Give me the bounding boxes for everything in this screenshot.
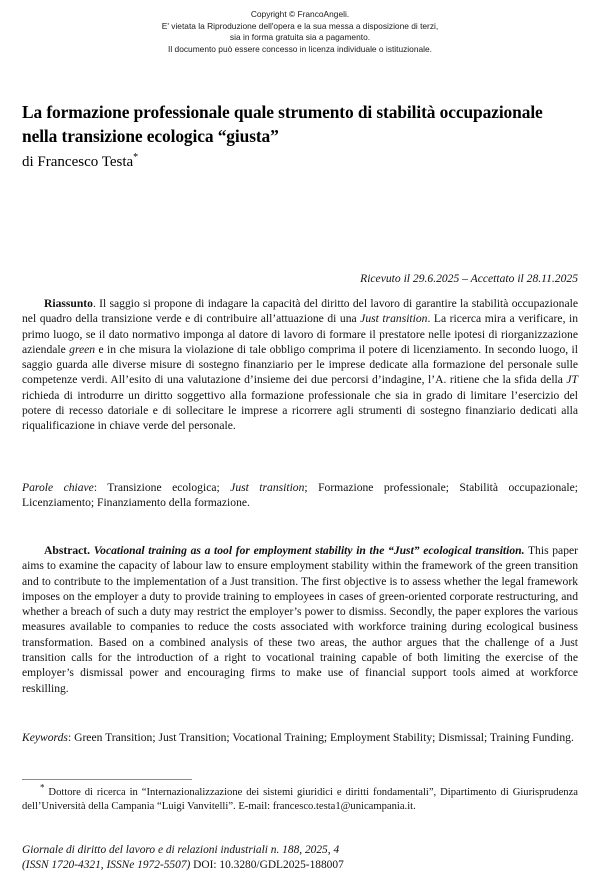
abstract-paragraph: [22, 543, 578, 696]
riassunto-text-1: Il saggio si propone di indagare la capacità del diritto del lavoro di garantire la stabilità occupazionale nel quadro della transizione verde e di contribuire all’attuazione di una: [22, 297, 578, 326]
riassunto-italic-3: JT: [566, 373, 578, 387]
keywords-text: : Green Transition; Just Transition; Vocational Training; Employment Stability; Dismissal; Training Funding.: [67, 731, 574, 744]
abstract-english-title: Vocational training as a tool for employment stability in the “Just” ecological transition.: [90, 544, 525, 557]
parole-chiave-label: Parole chiave: [22, 481, 94, 494]
journal-doi: DOI: 10.3280/GDL2025-188007: [190, 859, 344, 872]
author-footnote-marker: *: [133, 152, 139, 163]
footnote-marker: *: [40, 782, 45, 793]
copyright-notice: [0, 9, 600, 55]
footnote-text: Dottore di ricerca in “Internazionalizzazione dei sistemi giuridici e diritti fondamentali”, Dipartimento di Giurisprudenza dell’Università della Campania “Luigi Vanvitelli”. E-mail: francesco.testa1@unicampania.it.: [22, 787, 578, 813]
article-author: [22, 152, 138, 172]
footnote-separator-rule: [22, 779, 192, 780]
copyright-line-4: Il documento può essere concesso in licenza individuale o istituzionale.: [168, 43, 432, 54]
keywords-label: Keywords: [22, 731, 68, 744]
parole-chiave-text-2: ; Formazione professionale; Stabilità occupazionale; Licenziamento; Finanziamento della formazione.: [22, 481, 579, 510]
author-name: Francesco Testa: [37, 154, 134, 170]
journal-name-line: Giornale di diritto del lavoro e di relazioni industriali n. 188, 2025, 4: [22, 844, 340, 856]
journal-issn: (ISSN 1720-4321, ISSNe 1972-5507): [22, 859, 191, 872]
author-prefix: di: [22, 154, 38, 170]
keywords-line: [22, 730, 578, 745]
riassunto-italic-1: Just transition: [360, 312, 428, 326]
riassunto-text-4: richieda di introdurre un diritto soggettivo alla formazione professionale che sia in grado di limitare l’esercizio del potere di recesso datoriale e di sollecitare le imprese a ricorrere agli strumenti di sostegno finanziario dedicati alla riqualificazione in chiave verde del personale.: [22, 388, 578, 433]
copyright-line-1: Copyright © FrancoAngeli.: [250, 9, 350, 19]
copyright-line-3: sia in forma gratuita sia a pagamento.: [229, 32, 371, 42]
riassunto-label: Riassunto: [44, 297, 93, 310]
riassunto-text-3: e in che misura la violazione di tale obbligo comprima il potere di licenziamento. In secondo luogo, il saggio guarda alle diverse misure di sostegno finanziario per le imprese dedicate alla formazione del personale sulle competenze verdi. All’esito di una valutazione d’insieme dei due percorsi d’indagine, l’A. ritiene che la sfida della: [22, 342, 578, 387]
parole-chiave-text-1: : Transizione ecologica;: [93, 481, 231, 494]
article-title: La formazione professionale quale strumento di stabilità occupazionale nella transizione ecologica “giusta”: [22, 101, 543, 146]
copyright-line-2: E' vietata la Riproduzione dell'opera e la sua messa a disposizione di terzi,: [161, 20, 439, 31]
riassunto-label-suffix: .: [92, 297, 100, 310]
parole-chiave-italic-1: Just transition: [230, 481, 305, 494]
received-accepted-dates: Ricevuto il 29.6.2025 – Accettato il 28.11.2025: [360, 272, 578, 285]
riassunto-italic-2: green: [69, 342, 96, 356]
abstract-body-text: This paper aims to examine the capacity of labour law to ensure employment stability within the framework of the green transition and to contribute to the implementation of a Just transition. The first objective is to assess whether the legal framework imposes on the employer a duty to provide training to employees in cases of green-oriented corporate restructuring, and whether a breach of such a duty may restrict the employer’s power to dismiss. Secondly, the paper explores the various measures available to companies to reduce the costs associated with workforce training during ecological business transformation. Based on a combined analysis of these two areas, the author argues that the challenge of a Just transition calls for the introduction of a right to vocational training capable of both limiting the exercise of the employer’s dismissal power and encouraging firms to make use of financial support tools aimed at workforce reskilling.: [22, 544, 578, 695]
journal-citation-footer: [22, 843, 578, 874]
journal-issn-doi-line: [22, 858, 578, 873]
abstract-label: Abstract.: [44, 544, 91, 557]
parole-chiave-line: [22, 480, 578, 511]
author-affiliation-footnote: [22, 782, 578, 815]
riassunto-text-2: . La ricerca mira a verificare, in primo luogo, se il dato normativo imponga al datore di lavoro di formare il prestatore nelle ipotesi di riorganizzazione aziendale: [22, 312, 579, 356]
riassunto-paragraph: [22, 296, 578, 434]
